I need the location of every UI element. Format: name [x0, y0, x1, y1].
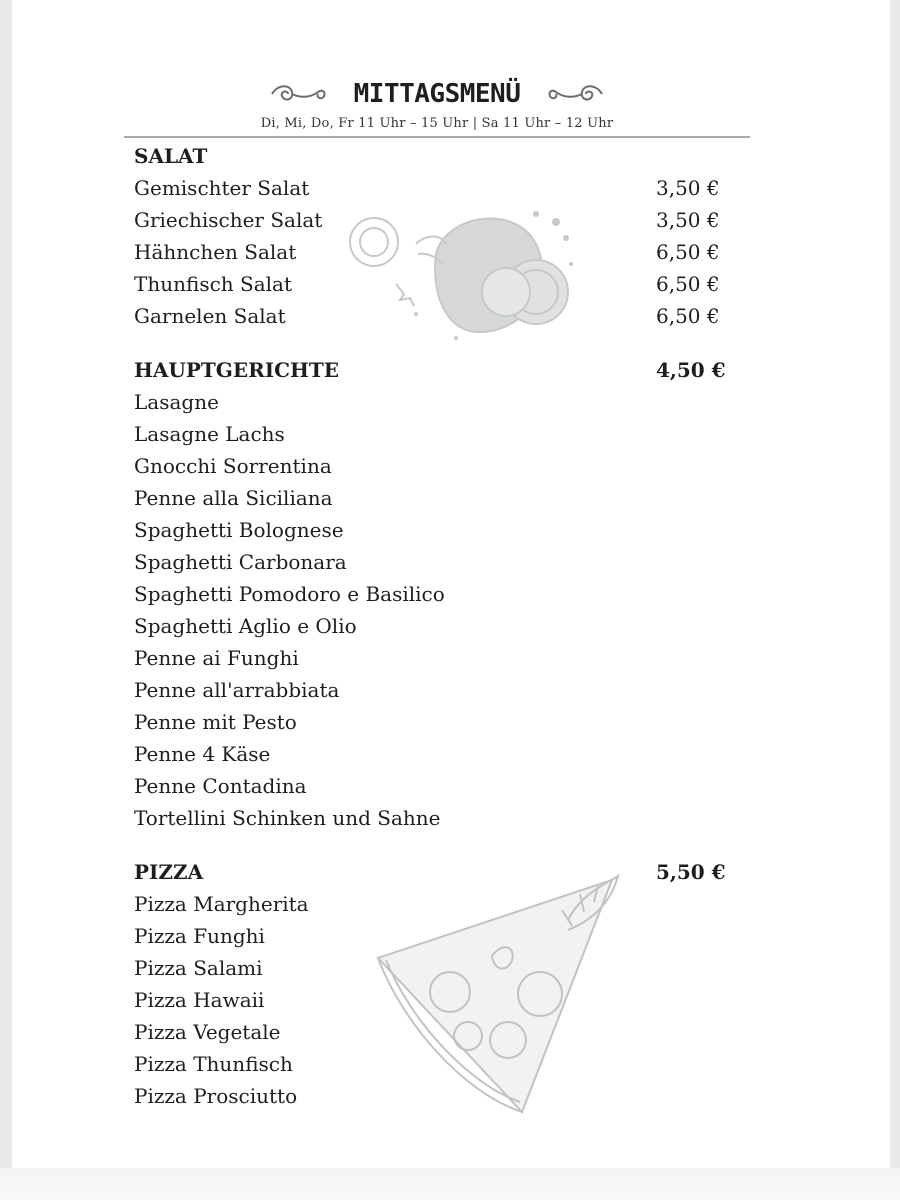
item-price: 6,50 € — [656, 272, 720, 296]
opening-hours: Di, Mi, Do, Fr 11 Uhr – 15 Uhr | Sa 11 Uhr – 12 Uhr — [260, 116, 614, 131]
item-price: 6,50 € — [656, 304, 720, 328]
section-title: HAUPTGERICHTE — [134, 358, 340, 382]
item-name: Penne ai Funghi — [134, 646, 299, 670]
item-name: Tortellini Schinken und Sahne — [134, 806, 441, 830]
item-name: Garnelen Salat — [134, 304, 286, 328]
item-name: Pizza Thunfisch — [134, 1052, 293, 1076]
page-title: MITTAGSMENÜ — [353, 79, 521, 109]
menu-item — [134, 514, 734, 546]
menu-item — [134, 268, 734, 300]
item-name: Thunfisch Salat — [134, 272, 293, 296]
item-name: Pizza Funghi — [134, 924, 265, 948]
menu-body — [134, 140, 734, 1112]
menu-header — [124, 72, 750, 131]
item-name: Pizza Hawaii — [134, 988, 265, 1012]
menu-item — [134, 418, 734, 450]
item-name: Pizza Salami — [134, 956, 263, 980]
menu-item — [134, 920, 734, 952]
menu-item — [134, 578, 734, 610]
left-flourish-icon — [270, 82, 328, 106]
menu-item — [134, 172, 734, 204]
menu-item — [134, 802, 734, 834]
menu-item — [134, 642, 734, 674]
section-title: PIZZA — [134, 860, 204, 884]
menu-item — [134, 706, 734, 738]
item-name: Penne mit Pesto — [134, 710, 297, 734]
menu-item — [134, 300, 734, 332]
item-name: Penne Contadina — [134, 774, 307, 798]
menu-item — [134, 236, 734, 268]
item-name: Spaghetti Bolognese — [134, 518, 344, 542]
item-name: Penne all'arrabbiata — [134, 678, 340, 702]
item-name: Hähnchen Salat — [134, 240, 297, 264]
menu-item — [134, 1080, 734, 1112]
section-hauptgerichte-heading — [134, 354, 734, 386]
menu-item — [134, 770, 734, 802]
item-name: Lasagne — [134, 390, 219, 414]
item-name: Gnocchi Sorrentina — [134, 454, 332, 478]
item-price: 6,50 € — [656, 240, 720, 264]
item-name: Penne alla Siciliana — [134, 486, 333, 510]
section-salat-heading — [134, 140, 734, 172]
item-name: Pizza Margherita — [134, 892, 309, 916]
menu-item — [134, 546, 734, 578]
item-name: Pizza Prosciutto — [134, 1084, 298, 1108]
item-name: Spaghetti Pomodoro e Basilico — [134, 582, 445, 606]
section-title: SALAT — [134, 144, 208, 168]
menu-item — [134, 674, 734, 706]
page-bottom-edge — [0, 1168, 900, 1200]
menu-item — [134, 952, 734, 984]
item-name: Penne 4 Käse — [134, 742, 271, 766]
menu-item — [134, 1048, 734, 1080]
section-price: 5,50 € — [656, 860, 726, 884]
menu-item — [134, 738, 734, 770]
title-row — [124, 72, 750, 116]
menu-item — [134, 450, 734, 482]
section-price: 4,50 € — [656, 358, 726, 382]
item-price: 3,50 € — [656, 208, 720, 232]
item-name: Spaghetti Carbonara — [134, 550, 347, 574]
item-price: 3,50 € — [656, 176, 720, 200]
menu-item — [134, 984, 734, 1016]
item-name: Griechischer Salat — [134, 208, 323, 232]
menu-item — [134, 204, 734, 236]
section-pizza-heading — [134, 856, 734, 888]
item-name: Pizza Vegetale — [134, 1020, 281, 1044]
menu-item — [134, 888, 734, 920]
right-flourish-icon — [546, 82, 604, 106]
item-name: Spaghetti Aglio e Olio — [134, 614, 357, 638]
menu-item — [134, 610, 734, 642]
menu-item — [134, 482, 734, 514]
menu-item — [134, 1016, 734, 1048]
item-name: Lasagne Lachs — [134, 422, 285, 446]
menu-item — [134, 386, 734, 418]
item-name: Gemischter Salat — [134, 176, 310, 200]
header-divider — [124, 136, 750, 138]
